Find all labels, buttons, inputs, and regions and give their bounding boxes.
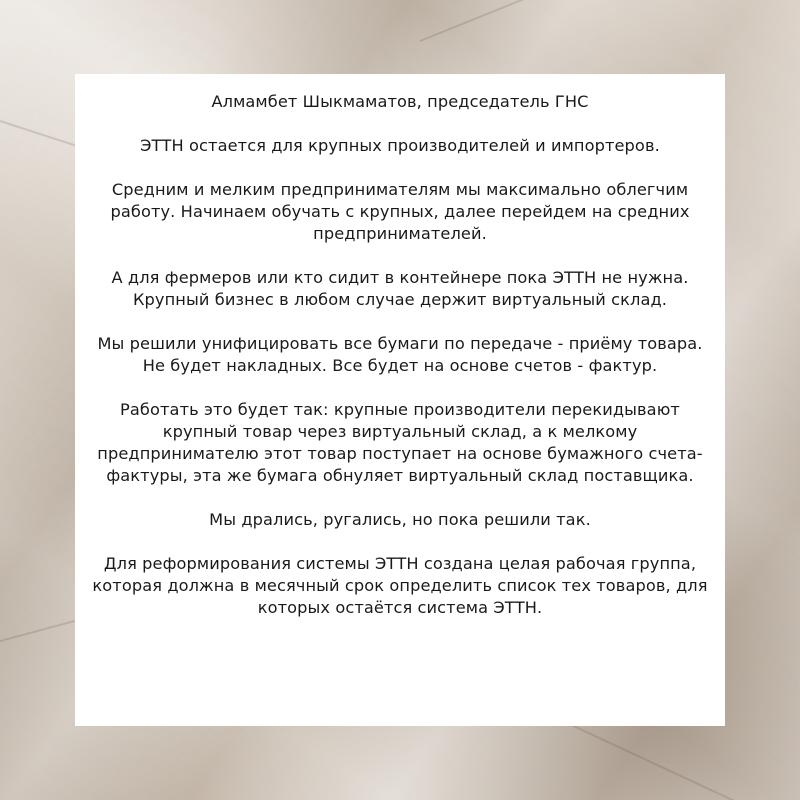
paragraph: Для реформирования системы ЭТТН создана целая рабочая группа, которая должна в месячный срок определить список тех товаров, для которых остаётся система ЭТТН. (92, 554, 708, 617)
paragraph: А для фермеров или кто сидит в контейнере пока ЭТТН не нужна. Крупный бизнес в любом случае держит виртуальный склад. (111, 268, 689, 309)
paragraph: ЭТТН остается для крупных производителей и импортеров. (140, 136, 660, 155)
paragraph: Мы решили унифицировать все бумаги по передаче - приёму товара. Не будет накладных. Все будет на основе счетов - фактур. (97, 334, 703, 375)
paragraph: Средним и мелким предпринимателям мы максимально облегчим работу. Начинаем обучать с крупных, далее перейдем на средних предпринимателей. (110, 180, 690, 243)
paper-crease (420, 0, 792, 42)
paragraph: Мы дрались, ругались, но пока решили так. (209, 510, 591, 529)
text-card (75, 74, 725, 726)
paragraph: Работать это будет так: крупные производители перекидывают крупный товар через виртуальный склад, а к мелкому предпринимателю этот товар поступает на основе бумажного счета-фактуры, эта же бумага обнуляет виртуальный склад поставщика. (97, 400, 703, 485)
author-line: Алмамбет Шыкмаматов, председатель ГНС (211, 92, 589, 111)
